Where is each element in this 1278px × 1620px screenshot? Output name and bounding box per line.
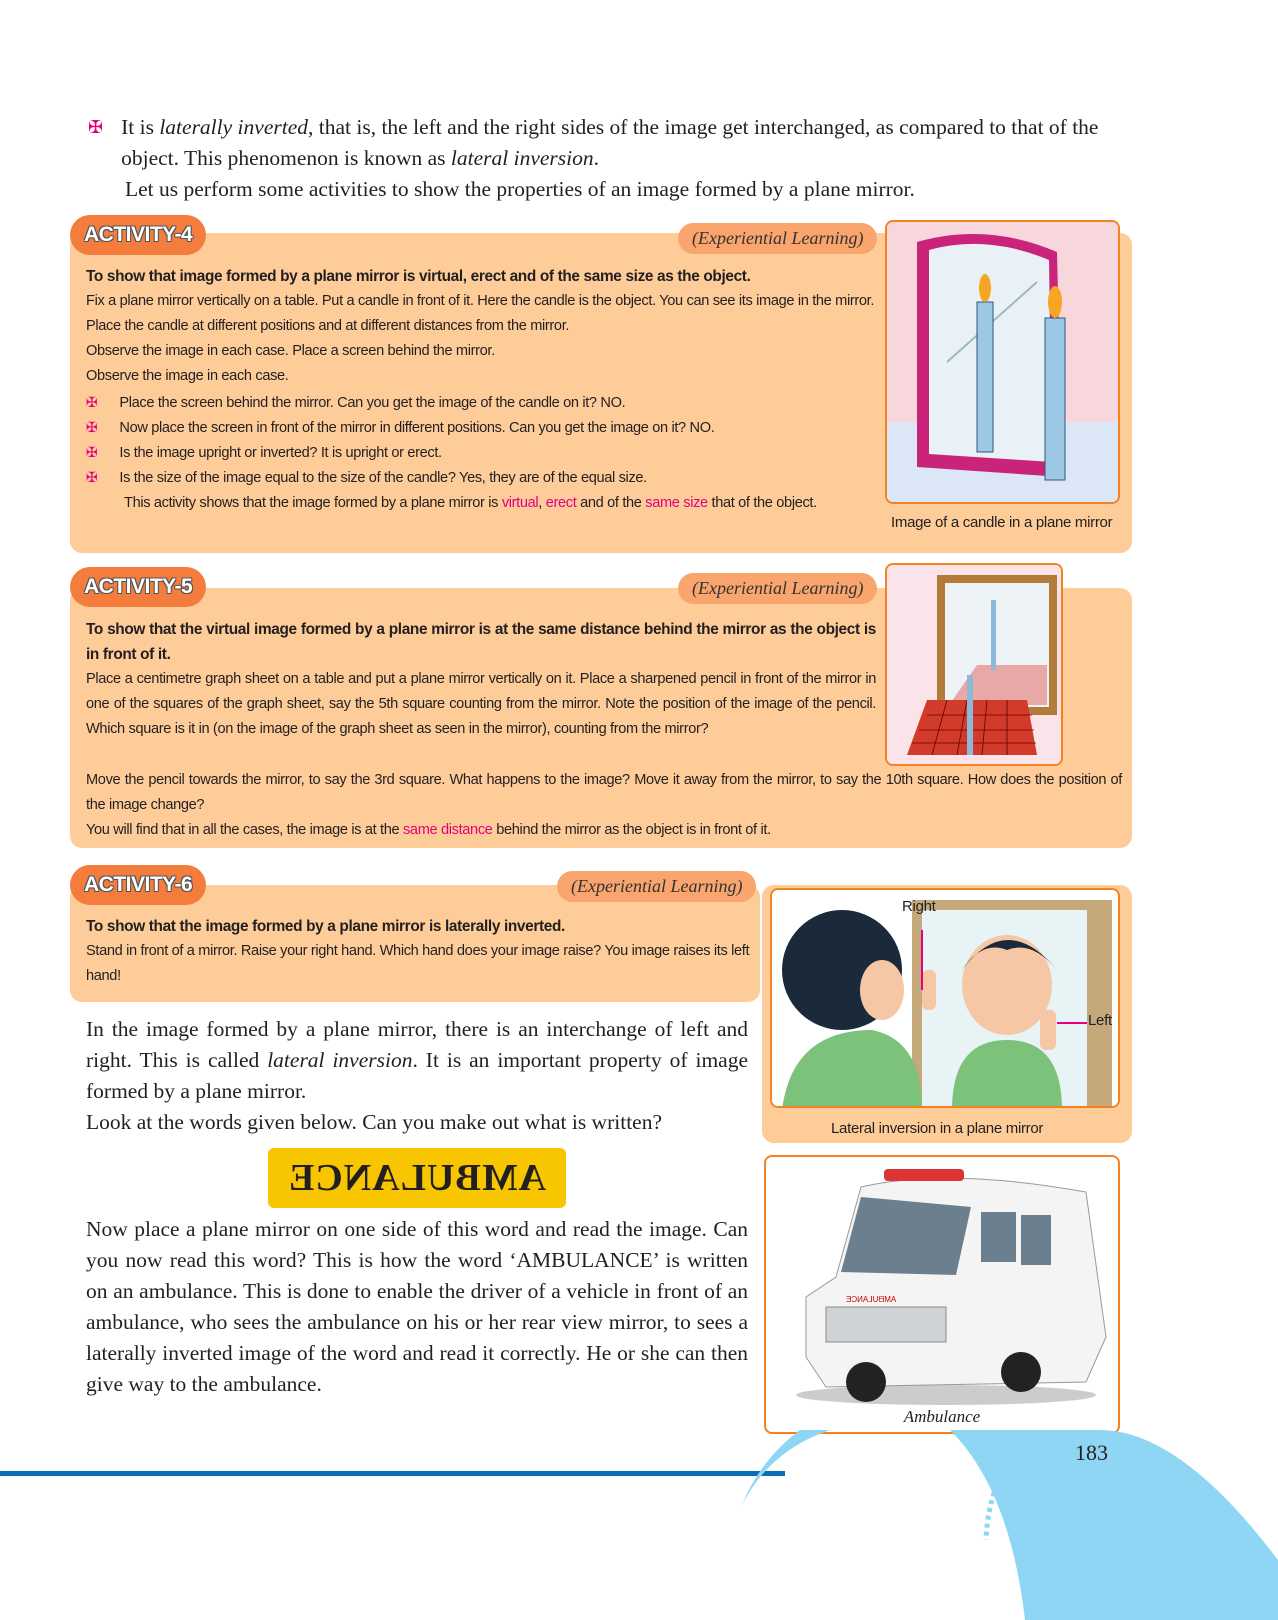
list-item: ✠ Is the image upright or inverted? It is upright or erect. — [86, 441, 876, 466]
body-p3: Now place a plane mirror on one side of this word and read the image. Can you now read this word? This is how the word ‘AMBULANCE’ is written on an ambulance. This is done to enable the driver of a vehicle in front of an ambulance, who sees the ambulance on his or her rear view mirror, to sees a laterally inverted image of the word and read it correctly. He or she can then give way to the ambulance. — [86, 1217, 748, 1396]
activity-4-caption: Image of a candle in a plane mirror — [891, 514, 1113, 531]
lateral-inversion-image — [770, 888, 1120, 1108]
activity-4-p3: Observe the image in each case. — [86, 368, 289, 384]
activity-6-aim: To show that the image formed by a plane mirror is laterally inverted. — [86, 918, 565, 935]
bullet-icon: ✠ — [86, 445, 98, 461]
mirrored-word-box — [268, 1148, 566, 1208]
activity-6-caption: Lateral inversion in a plane mirror — [831, 1120, 1044, 1137]
bullet-icon: ✠ — [86, 395, 98, 411]
intro-bullet: It is laterally inverted, that is, the left and the right sides of the image get interchanged, as compared to that of the object. This phenomenon is known as lateral inversion. — [121, 115, 1099, 170]
activity-5-tag: ACTIVITY-5 — [70, 567, 206, 607]
body-p2: Look at the words given below. Can you make out what is written? — [86, 1110, 662, 1134]
label-left: Left — [1088, 1012, 1112, 1029]
list-item: ✠ Place the screen behind the mirror. Can you get the image of the candle on it? NO. — [86, 391, 876, 416]
activity-4-pill: (Experiential Learning) — [678, 223, 877, 254]
activity-4-p2: Observe the image in each case. Place a screen behind the mirror. — [86, 343, 495, 359]
bullet-icon: ✠ — [88, 117, 104, 138]
body-text-2 — [86, 1214, 748, 1400]
ambulance-caption: Ambulance — [903, 1407, 981, 1426]
candle-mirror-image — [885, 220, 1120, 504]
label-right: Right — [902, 898, 936, 915]
activity-6-p1: Stand in front of a mirror. Raise your right hand. Which hand does your image raise? You image raises its left hand! — [86, 943, 750, 984]
pencil-graph-image — [885, 563, 1063, 766]
activity-5-p3: You will find that in all the cases, the image is at the same distance behind the mirror as the object is in front of it. — [86, 822, 771, 838]
intro-section — [88, 112, 1128, 205]
activity-6-tag: ACTIVITY-6 — [70, 865, 206, 905]
activity-6-pill: (Experiential Learning) — [557, 871, 756, 902]
intro-line: Let us perform some activities to show the properties of an image formed by a plane mirror. — [125, 177, 915, 201]
body-text-1 — [86, 1014, 748, 1138]
list-item: ✠ Now place the screen in front of the mirror in different positions. Can you get the image on it? NO. — [86, 416, 876, 441]
activity-5-p2: Move the pencil towards the mirror, to say the 3rd square. What happens to the image? Move it away from the mirror, to say the 10th square. How does the position of the image change? — [86, 772, 1122, 813]
activity-5-p1: Place a centimetre graph sheet on a table and put a plane mirror vertically on it. Place a sharpened pencil in front of the mirror in one of the squares of the graph sheet, say the 5th square counting from the mirror. Note the position of the image of the pencil. Which square is it in (on the image of the graph sheet as seen in the mirror), counting from the mirror? — [86, 671, 876, 737]
activity-4-tag: ACTIVITY-4 — [70, 215, 206, 255]
body-p1: In the image formed by a plane mirror, there is an interchange of left and right. This is called lateral inversion. It is an important property of image formed by a plane mirror. — [86, 1017, 748, 1103]
ambulance-image — [764, 1155, 1120, 1434]
activity-5-text-2 — [86, 768, 1122, 843]
activity-4-conclusion: This activity shows that the image formed by a plane mirror is virtual, erect and of the same size that of the object. — [124, 495, 817, 511]
bullet-icon: ✠ — [86, 470, 98, 486]
svg-text:ƎƆИA⅃UᗺMA: ƎƆИA⅃UᗺMA — [846, 1295, 897, 1304]
activity-5-aim: To show that the virtual image formed by a plane mirror is at the same distance behind the mirror as the object is in front of it. — [86, 621, 876, 663]
mirrored-word: AMBULANCE — [287, 1157, 547, 1199]
page-number: 183 — [1075, 1440, 1108, 1465]
activity-5-text — [86, 617, 876, 742]
activity-5-pill: (Experiential Learning) — [678, 573, 877, 604]
list-item: ✠ Is the size of the image equal to the size of the candle? Yes, they are of the equal size. — [86, 466, 876, 491]
bullet-icon: ✠ — [86, 420, 98, 436]
activity-6-text — [86, 914, 756, 989]
activity-4-aim: To show that image formed by a plane mirror is virtual, erect and of the same size as the object. — [86, 268, 751, 285]
activity-4-p1: Fix a plane mirror vertically on a table. Put a candle in front of it. Here the candle is the object. You can see its image in the mirror. Place the candle at different positions and at different distances from the mirror. — [86, 293, 875, 334]
activity-4-text — [86, 264, 876, 516]
